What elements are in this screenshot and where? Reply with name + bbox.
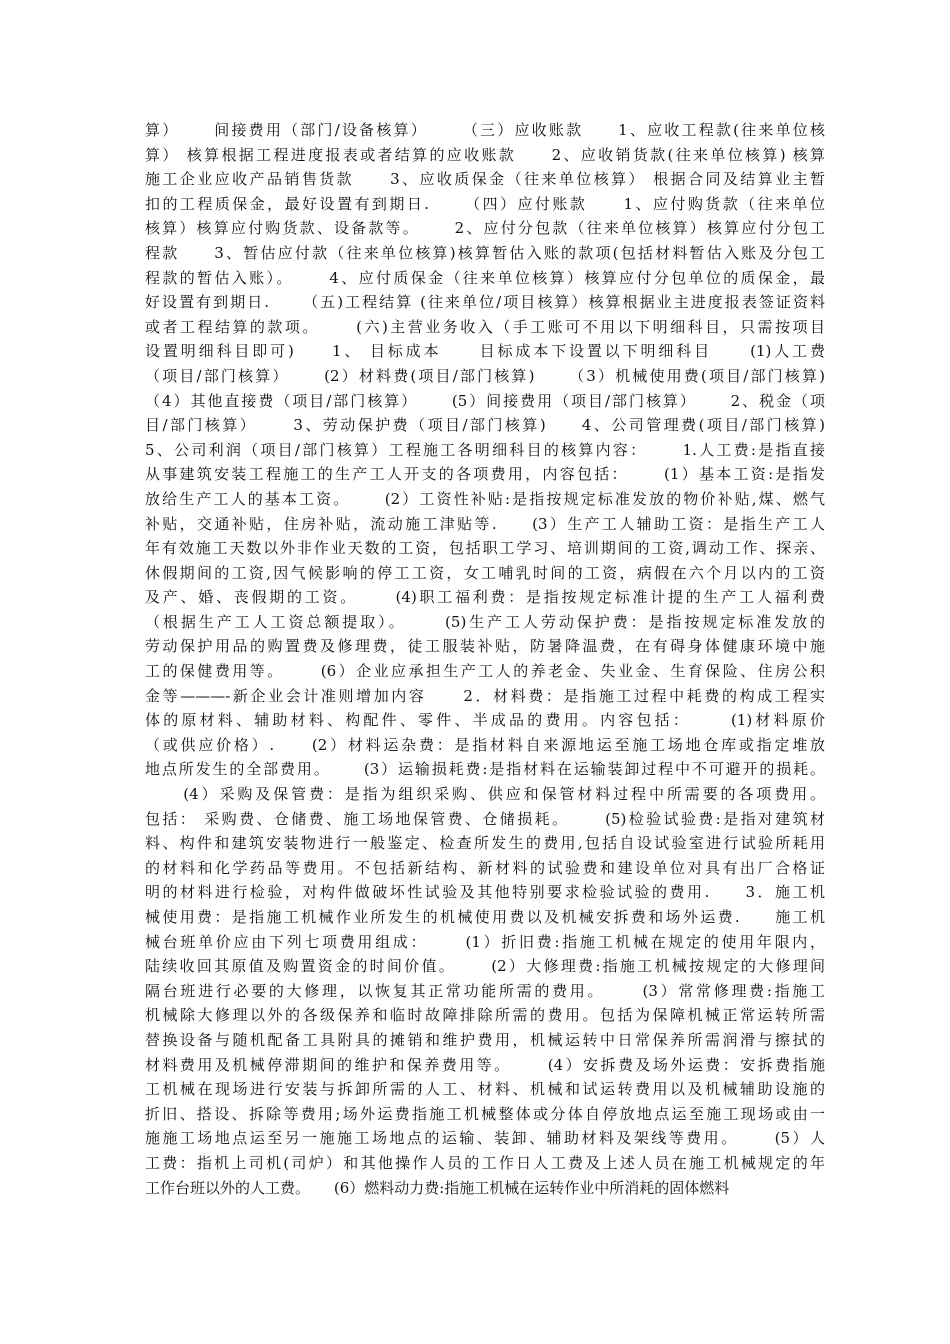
- text-line: 算） 核算根据工程进度报表或者结算的应收账款 2、应收销货款(往来单位核算) 核算: [145, 145, 825, 164]
- text-line: 从事建筑安装工程施工的生产工人开支的各项费用，内容包括： (1）基本工资:是指发: [145, 465, 825, 484]
- text-line: 工的保健费用等。 (6）企业应承担生产工人的养老金、失业金、生育保险、住房公积: [145, 662, 825, 681]
- text-line: 体的原材料、辅助材料、构配件、零件、半成品的费用。内容包括： (1)材料原价: [145, 711, 825, 730]
- text-line: 好设置有到期日. （五)工程结算 (往来单位/项目核算）核算根据业主进度报表签证资料: [145, 293, 825, 312]
- text-line: 扣的工程质保金，最好设置有到期日. （四）应付账款 1、应付购货款（往来单位: [145, 194, 825, 213]
- text-line: 目/部门核算） 3、劳动保护费（项目/部门核算) 4、公司管理费(项目/部门核算): [145, 416, 825, 435]
- text-line: 及产、婚、丧假期的工资。 (4)职工福利费：是指按规定标准计提的生产工人福利费: [145, 588, 825, 607]
- text-line: 械使用费：是指施工机械作业所发生的机械使用费以及机械安拆费和场外运费. 施工机: [145, 908, 825, 926]
- text-line: 工费：指机上司机(司炉）和其他操作人员的工作日人工费及上述人员在施工机械规定的年: [145, 1153, 825, 1172]
- text-line: （项目/部门核算） (2）材料费(项目/部门核算) （3）机械使用费(项目/部门核算): [145, 366, 825, 385]
- text-line: 工机械在现场进行安装与拆卸所需的人工、材料、机械和试运转费用以及机械辅助设施的: [145, 1080, 825, 1099]
- text-line: 施施工场地点运至另一施施工场地点的运输、装卸、辅助材料及架线等费用。 (5）人: [145, 1129, 825, 1148]
- text-line: 的材料和化学药品等费用。不包括新结构、新材料的试验费和建设单位对具有出厂合格证: [145, 858, 825, 877]
- text-line: 补贴，交通补贴，住房补贴，流动施工津贴等. (3）生产工人辅助工资：是指生产工人: [145, 514, 825, 533]
- text-line: （或供应价格）. (2）材料运杂费：是指材料自来源地运至施工场地仓库或指定堆放: [145, 735, 825, 754]
- text-line: 机械除大修理以外的各级保养和临时故障排除所需的费用。包括为保障机械正常运转所需: [145, 1006, 825, 1025]
- text-line: 包括： 采购费、仓储费、施工场地保管费、仓储损耗。 (5)检验试验费:是指对建筑材: [145, 809, 825, 828]
- text-line: 或者工程结算的款项。 (六)主营业务收入（手工账可不用以下明细科目，只需按项目: [145, 317, 825, 336]
- text-line: 材料费用及机械停滞期间的维护和保养费用等。 (4）安拆费及场外运费：安拆费指施: [145, 1055, 825, 1074]
- text-line: 劳动保护用品的购置费及修理费，徒工服装补贴，防暑降温费，在有碍身体健康环境中施: [145, 637, 825, 656]
- text-line: 替换设备与随机配备工具附具的摊销和维护费用，机械运转中日常保养所需润滑与擦拭的: [145, 1030, 825, 1049]
- text-line: 械台班单价应由下列七项费用组成： (1）折旧费:指施工机械在规定的使用年限内，: [145, 932, 825, 951]
- document-body-text: [145, 118, 825, 1200]
- text-line: 明的材料进行检验，对构件做破坏性试验及其他特别要求检验试验的费用. 3．施工机: [145, 883, 825, 902]
- text-line: 地点所发生的全部费用。 (3）运输损耗费:是指材料在运输装卸过程中不可避开的损耗。: [145, 760, 825, 779]
- text-line: 算） 间接费用（部门/设备核算） （三）应收账款 1、应收工程款(往来单位核: [145, 121, 825, 139]
- text-line: 折旧、搭设、拆除等费用;场外运费指施工机械整体或分体自停放地点运至施工现场或由一: [145, 1104, 825, 1123]
- text-line: 程款 3、暂估应付款（往来单位核算)核算暂估入账的款项(包括材料暂估入账及分包工: [145, 243, 825, 262]
- text-line: (4）采购及保管费：是指为组织采购、供应和保管材料过程中所需要的各项费用。: [145, 785, 825, 804]
- text-line: 休假期间的工资,因气候影响的停工工资，女工哺乳时间的工资，病假在六个月以内的工资: [145, 563, 825, 582]
- text-line: 设置明细科目即可) 1、 目标成本 目标成本下设置以下明细科目 (1)人工费: [145, 342, 825, 361]
- text-line: 金等———-新企业会计准则增加内容 2．材料费：是指施工过程中耗费的构成工程实: [145, 686, 825, 705]
- text-line: （4）其他直接费（项目/部门核算） (5）间接费用（项目/部门核算） 2、税金（项: [145, 391, 825, 410]
- text-line: 陆续收回其原值及购置资金的时间价值。 (2）大修理费:指施工机械按规定的大修理间: [145, 957, 825, 976]
- text-line: 程款的暂估入账）。 4、应付质保金（往来单位核算）核算应付分包单位的质保金，最: [145, 268, 825, 287]
- text-line: 核算）核算应付购货款、设备款等。 2、应付分包款（往来单位核算）核算应付分包工: [145, 219, 825, 238]
- text-line: （根据生产工人工资总额提取）。 (5)生产工人劳动保护费：是指按规定标准发放的: [145, 612, 825, 631]
- text-line: 隔台班进行必要的大修理，以恢复其正常功能所需的费用。 (3）常常修理费:指施工: [145, 981, 825, 1000]
- text-line: 工作台班以外的人工费。 (6）燃料动力费:指施工机械在运转作业中所消耗的固体燃料: [145, 1178, 730, 1197]
- text-line: 料、构件和建筑安装物进行一般鉴定、检查所发生的费用,包括自设试验室进行试验所耗用: [145, 834, 825, 853]
- text-line: 年有效施工天数以外非作业天数的工资，包括职工学习、培训期间的工资,调动工作、探亲、: [145, 539, 825, 558]
- text-line: 施工企业应收产品销售货款 3、应收质保金（往来单位核算） 根据合同及结算业主暂: [145, 170, 825, 189]
- text-line: 5、公司利润（项目/部门核算）工程施工各明细科目的核算内容： 1.人工费:是指直接: [145, 440, 825, 459]
- text-line: 放给生产工人的基本工资。 (2）工资性补贴:是指按规定标准发放的物价补贴,煤、燃气: [145, 489, 825, 508]
